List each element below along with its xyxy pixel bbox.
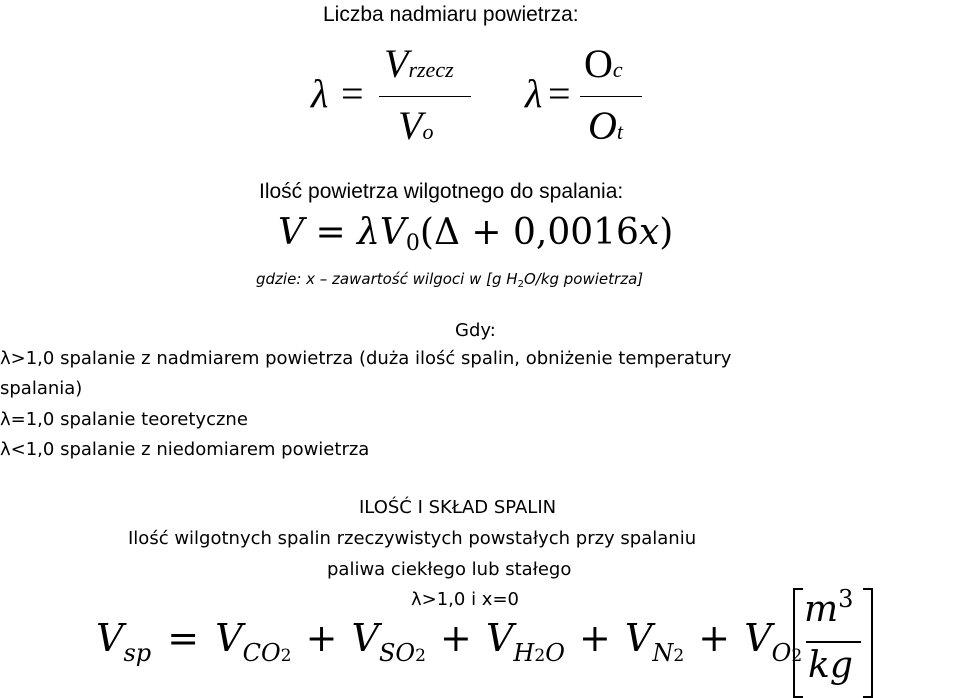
fraction2-bar xyxy=(580,96,642,97)
right-bracket xyxy=(863,588,873,698)
humidity-note: gdzie: x – zawartość wilgoci w [g $H_2O/kg$ powietrza] xyxy=(256,270,644,290)
fraction1-denominator: Vo xyxy=(398,103,434,148)
equals-sign: = xyxy=(341,71,364,116)
section1-title: Liczba nadmiaru powietrza: xyxy=(323,3,579,26)
section2-title: Ilość powietrza wilgotnego do spalania: xyxy=(259,180,624,203)
flue-gas-desc-1: Ilość wilgotnych spalin rzeczywistych powstałych przy spalaniu xyxy=(128,528,697,549)
humid-air-formula: V = λV0(Δ + 0,0016x) xyxy=(278,212,674,256)
equals-sign-2: = xyxy=(548,71,571,116)
fraction2-numerator: Oc xyxy=(584,41,623,86)
fraction1-bar xyxy=(379,96,471,97)
fraction2-denominator: Ot xyxy=(588,103,624,148)
unit-denominator: kg xyxy=(808,645,853,686)
condition-line-1: λ>1,0 spalanie z nadmiarem powietrza (duża ilość spalin, obniżenie temperatury xyxy=(0,348,732,369)
conditions-heading: Gdy: xyxy=(455,320,496,341)
flue-gas-formula: $V_{sp} = V_{CO2} + V_{SO2} + V_{H2O} + V_{N2} + V_{O2}$ xyxy=(96,616,803,667)
left-bracket xyxy=(793,588,803,698)
condition-line-3: λ<1,0 spalanie z niedomiarem powietrza xyxy=(0,439,370,460)
flue-gas-heading: ILOŚĆ I SKŁAD SPALIN xyxy=(359,497,557,518)
unit-fraction-bar xyxy=(806,641,861,643)
lambda-symbol: λ xyxy=(311,71,329,116)
condition-line-2: λ=1,0 spalanie teoretyczne xyxy=(0,409,248,430)
fraction1-numerator: Vrzecz xyxy=(384,41,454,86)
unit-numerator: $m^3$ xyxy=(804,585,854,630)
flue-gas-desc-2: paliwa ciekłego lub stałego xyxy=(327,559,572,580)
lambda-symbol-2: λ xyxy=(525,71,543,116)
flue-gas-condition: λ>1,0 i x=0 xyxy=(411,589,519,610)
condition-line-1-cont: spalania) xyxy=(0,378,83,399)
